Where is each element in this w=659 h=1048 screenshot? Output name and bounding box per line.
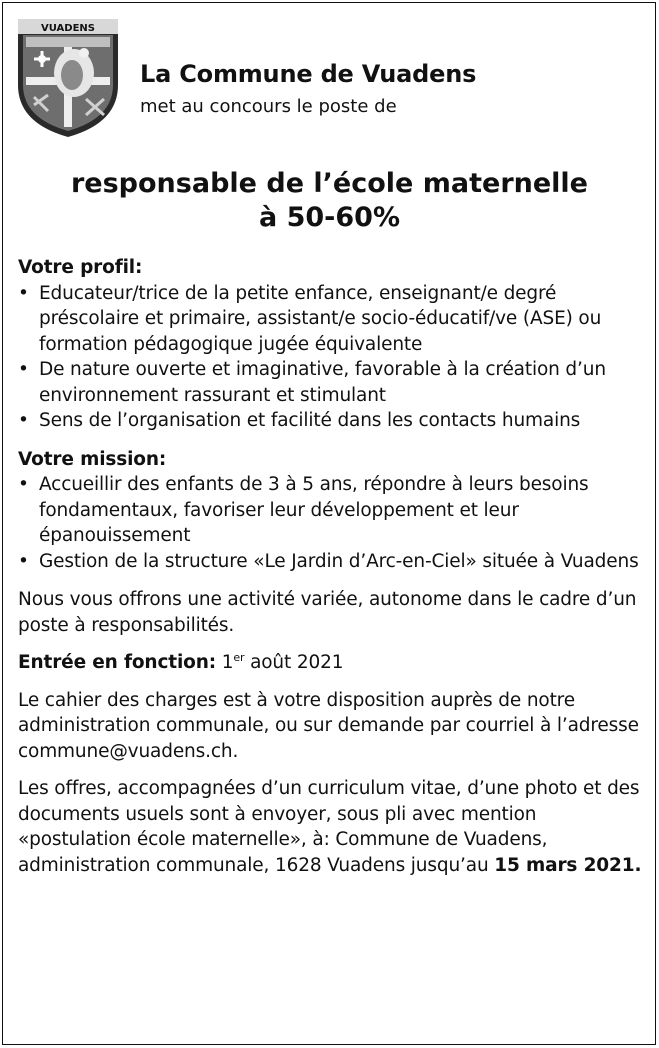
mission-item	[18, 472, 648, 549]
start-date-rest: août 2021	[244, 652, 344, 673]
profile-item	[18, 357, 648, 408]
advert-body	[18, 255, 648, 878]
specs-paragraph: Le cahier des charges est à votre disposition auprès de notre administration communale, ou sur demande par courriel à l’adresse commune@vuadens.ch.	[18, 689, 639, 762]
bullet-icon: •	[18, 474, 29, 495]
vuadens-coat-of-arms-icon	[14, 15, 122, 140]
bullet-icon: •	[18, 410, 29, 431]
job-title-line2: à 50-60%	[258, 202, 401, 233]
profile-heading: Votre profil:	[18, 257, 143, 278]
bullet-icon: •	[18, 550, 29, 572]
bullet-icon: •	[18, 282, 29, 304]
profile-item-text: Sens de l’organisation et facilité dans les contacts humains	[39, 410, 581, 431]
header-subtitle: met au concours le poste de	[140, 96, 397, 117]
bullet-icon: •	[18, 359, 29, 380]
mission-item-text: Gestion de la structure «Le Jardin d’Arc-en-Ciel» située à Vuadens	[39, 550, 639, 572]
start-date-paragraph	[18, 650, 648, 676]
header-title: La Commune de Vuadens	[140, 60, 477, 88]
mission-heading: Votre mission:	[18, 448, 167, 470]
start-date-label: Entrée en fonction:	[18, 652, 216, 673]
profile-item-text: De nature ouverte et imaginative, favorable à la création d’un environnement rassurant et stimulant	[39, 359, 606, 406]
mission-item	[18, 549, 648, 575]
application-paragraph	[18, 776, 648, 878]
profile-item-text: Educateur/trice de la petite enfance, enseignant/e degré préscolaire et primaire, assistant/e socio-éducatif/ve (ASE) ou formation pédagogique jugée équivalente	[39, 282, 602, 355]
offer-paragraph: Nous vous offrons une activité variée, autonome dans le cadre d’un poste à responsabilités.	[18, 589, 637, 636]
crest-banner-text: VUADENS	[41, 23, 95, 34]
profile-item	[18, 281, 648, 358]
application-deadline: 15 mars 2021.	[494, 854, 642, 876]
profile-item	[18, 408, 648, 434]
job-title-line1: responsable de l’école maternelle	[70, 168, 588, 199]
mission-list	[18, 472, 648, 574]
mission-item-text: Accueillir des enfants de 3 à 5 ans, répondre à leurs besoins fondamentaux, favoriser leur développement et leur épanouissement	[39, 474, 589, 546]
application-text: Les offres, accompagnées d’un curriculum vitae, d’une photo et des documents usuels sont à envoyer, sous pli avec mention «postulation école maternelle», à: Commune de Vuadens, administration communale, 1628 Vuadens jusqu’au	[18, 778, 640, 876]
start-date-day-suffix: er	[233, 651, 245, 664]
start-date-day: 1	[221, 652, 234, 673]
profile-list	[18, 281, 648, 434]
